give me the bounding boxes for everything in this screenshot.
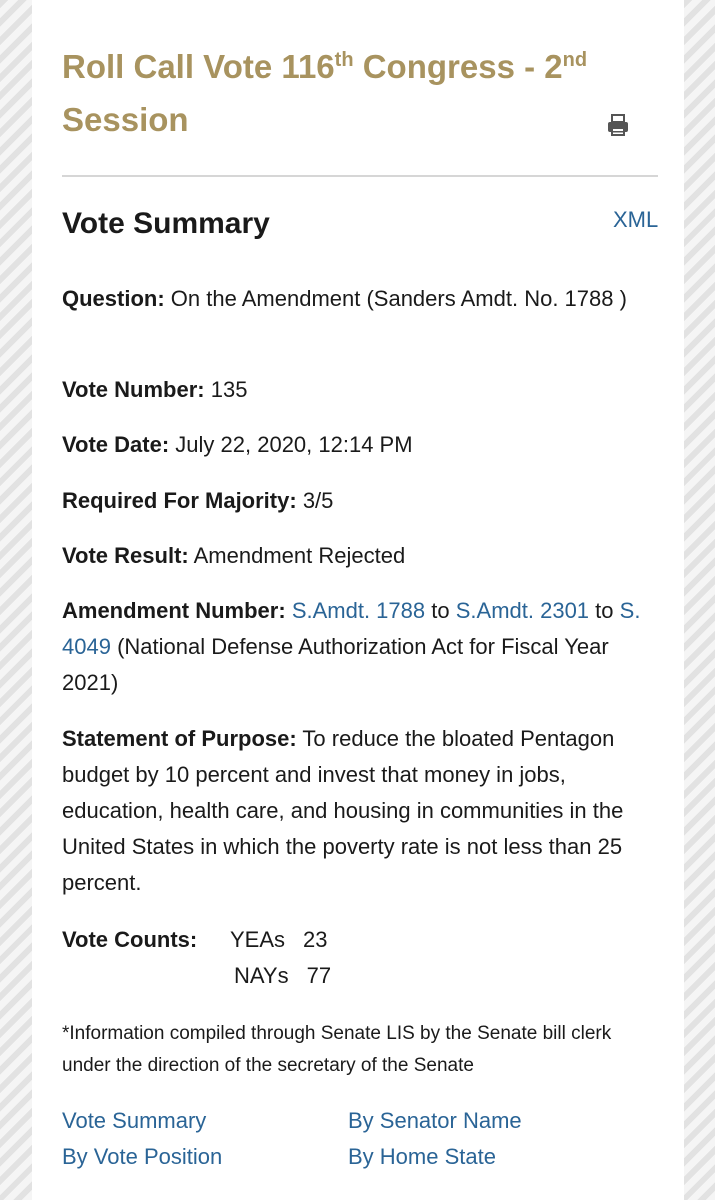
field-label: Question: bbox=[62, 286, 165, 311]
field-value: 3/5 bbox=[302, 488, 334, 513]
field-label: Vote Result: bbox=[62, 543, 189, 568]
question-field bbox=[62, 281, 662, 317]
amendment-link[interactable]: S.Amdt. 2301 bbox=[455, 598, 590, 623]
field-label: Vote Counts: bbox=[62, 927, 198, 952]
title-ordinal: th bbox=[334, 49, 354, 71]
bill-link[interactable]: S. 4049 bbox=[62, 598, 641, 659]
field-value: to bbox=[431, 598, 450, 623]
field-value: To reduce the bloated Pentagon budget by 10 percent and invest that money in jobs, education, health care, and housing in communities in the United States in which the poverty rate is not less than 25 percent. bbox=[62, 726, 624, 895]
title-text: Session bbox=[62, 101, 189, 138]
field-value: Amendment Rejected bbox=[193, 543, 406, 568]
purpose-field bbox=[62, 721, 662, 901]
xml-link[interactable]: XML bbox=[613, 207, 659, 232]
title-ordinal: nd bbox=[562, 49, 588, 71]
info-note: *Information compiled through Senate LIS by the Senate bill clerk under the direction of the secretary of the Senate bbox=[62, 1023, 612, 1076]
field-value: to bbox=[595, 598, 614, 623]
title-text: Roll Call Vote 116 bbox=[62, 48, 335, 85]
count-value: 23 bbox=[303, 927, 328, 952]
vote-number-field bbox=[62, 372, 662, 408]
yeas-row bbox=[230, 922, 328, 958]
field-label: Vote Date: bbox=[62, 432, 170, 457]
amendment-field bbox=[62, 593, 662, 701]
majority-field bbox=[62, 483, 662, 519]
field-label: Amendment Number: bbox=[62, 598, 286, 623]
field-value: July 22, 2020, 12:14 PM bbox=[175, 432, 413, 457]
result-field bbox=[62, 538, 662, 574]
amendment-link[interactable]: S.Amdt. 1788 bbox=[291, 598, 426, 623]
title-text: Congress - 2 bbox=[353, 48, 563, 85]
right-margin-pattern bbox=[684, 0, 715, 1200]
field-value: On the Amendment (Sanders Amdt. No. 1788 ) bbox=[170, 286, 627, 311]
left-margin-pattern bbox=[0, 0, 32, 1200]
field-value: (National Defense Authorization Act for Fiscal Year 2021) bbox=[62, 634, 609, 695]
field-label: Vote Number: bbox=[62, 377, 205, 402]
field-label: Statement of Purpose: bbox=[62, 726, 297, 751]
vote-card bbox=[32, 0, 684, 1200]
vote-summary-link[interactable]: Vote Summary bbox=[62, 1108, 207, 1133]
section-heading: Vote Summary bbox=[62, 207, 270, 240]
field-label: Required For Majority: bbox=[62, 488, 297, 513]
count-label: YEAs bbox=[230, 927, 286, 952]
count-value: 77 bbox=[306, 963, 332, 988]
page-title bbox=[62, 40, 622, 146]
count-label: NAYs bbox=[234, 963, 289, 988]
vote-date-field bbox=[62, 427, 662, 463]
divider bbox=[62, 175, 658, 177]
printer-icon[interactable] bbox=[605, 112, 631, 138]
nays-row bbox=[234, 958, 331, 994]
field-value: 135 bbox=[210, 377, 248, 402]
by-home-state-link[interactable]: By Home State bbox=[348, 1144, 496, 1169]
by-vote-position-link[interactable]: By Vote Position bbox=[62, 1144, 223, 1169]
by-senator-name-link[interactable]: By Senator Name bbox=[348, 1108, 522, 1133]
